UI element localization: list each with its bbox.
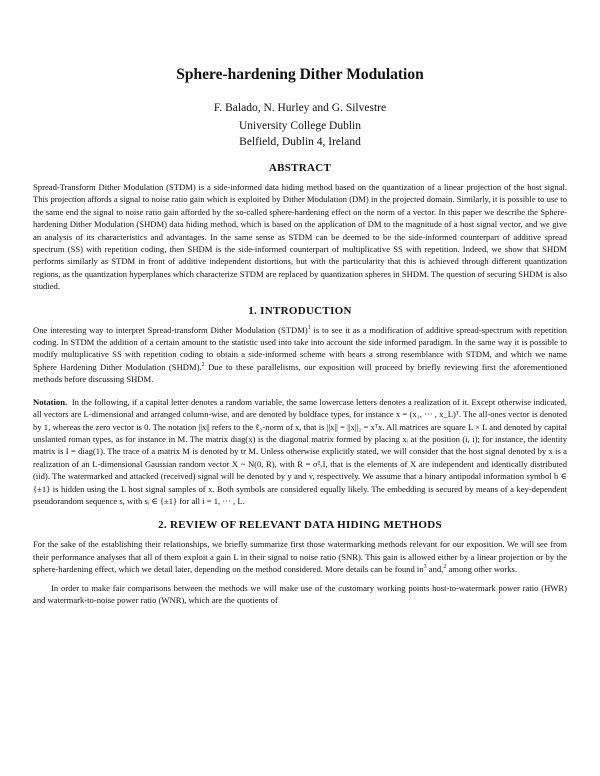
review-text: and, (426, 564, 444, 575)
intro-text: is to see it as a modification of additive spread-spectrum with repetition coding. In STDM the addition of a certain amount to the statistic used into take into account the side informed paradigm. In the same way it is possible to modify multiplicative SS with repetition coding to obtain a side-informed scheme with bears a strong resemblance with STDM, and which we name Sphere Hardening Dither Modulation (SHDM). (33, 324, 567, 372)
affiliation-line: Belfield, Dublin 4, Ireland (239, 136, 361, 148)
intro-paragraph (33, 324, 567, 386)
review-paragraph: In order to make fair comparisons between the methods we will make use of the customary working points host-to-watermark power ratio (HWR) and watermark-to-noise power ratio (WNR), which are the quotients of (33, 582, 567, 605)
notation-paragraph (33, 396, 567, 508)
review-paragraph (33, 538, 567, 575)
citation: 2 (201, 362, 205, 369)
affiliation-line: University College Dublin (238, 120, 361, 132)
section-heading: 1. INTRODUCTION (248, 304, 352, 317)
review-text: among other works. (446, 564, 517, 575)
affiliation (33, 118, 567, 150)
paper-authors: F. Balado, N. Hurley and G. Silvestre (213, 102, 387, 114)
notation-label: Notation. (33, 396, 68, 407)
paper-page (33, 62, 567, 606)
section-heading: 2. REVIEW OF RELEVANT DATA HIDING METHODS (158, 519, 442, 532)
review-text: For the sake of the establishing their relationships, we briefly summarize first those watermarking methods relevant for our exposition. We will see from their performance analyses that all of them exploit a gain L in their signal to noise ratio (SNR). This gain is allowed either by a linear projection or by the sphere-hardening effect, which we detail later, depending on the method considered. More details can be found in (33, 539, 567, 575)
abstract-heading: ABSTRACT (268, 162, 332, 174)
citation: 1 (307, 324, 311, 331)
intro-text: One interesting way to interpret Spread-transform Dither Modulation (STDM) (33, 324, 308, 335)
notation-text: In the following, if a capital letter denotes a random variable, the same lowercase letters denotes a realization of it. Except otherwise indicated, all vectors are L-dimensional and arranged column-wise, and are denoted by boldface types, for instance x = (x₁, ··· , x_L)ᵀ. The all-ones vector is denoted by 1, whereas the zero vector is 0. The notation ||x|| refers to the ℓ₂-norm of x, that is ||x|| = ||x||₂ = xᵀx. All matrices are square L × L and denoted by capital unslanted roman types, as for instance in M. The matrix diag(x) is the diagonal matrix formed by placing xᵢ at the position (i, i); for instance, the identity matrix is I = diag(1). The trace of a matrix M is denoted by tr M. Unless otherwise explicitly stated, we will consider that the host signal denoted by x is a realization of an L-dimensional Gaussian random vector X ~ N(0, R), with R = σ²ₓI, that is the elements of X are independent and identically distributed (iid). The watermarked and attacked (received) signal will be denoted by y and v, respectively. We assume that a binary antipodal information symbol b ∈ {±1} is hidden using the L host signal samples of x. Both symbols are considered equally likely. The embedding is secured by means of a key-dependent pseudorandom sequence s, with sᵢ ∈ {±1} for all i = 1, ··· , L. (33, 396, 567, 506)
citation: 2 (443, 564, 447, 571)
citation: 3 (423, 564, 427, 571)
intro-text: Due to these parallelisms, our exposition will proceed by briefly reviewing first the aforementioned methods before discussing SHDM. (33, 361, 567, 385)
abstract-text: Spread-Transform Dither Modulation (STDM) is a side-informed data hiding method based on the quantization of a linear projection of the host signal. This projection affords a signal to noise ratio gain which is exploited by Dither Modulation (DM) in the projected domain. Similarly, it is possible to use to the same end the signal to noise ratio gain afforded by the so-called sphere-hardening effect on the norm of a vector. In this paper we describe the Sphere-hardening Dither Modulation (SHDM) data hiding method, which is based on the application of DM to the magnitude of a host signal vector, and we give an analysis of its characteristics and advantages. In the same sense as STDM can be deemed to be the side-informed counterpart of additive spread spectrum (SS) with repetition coding, then SHDM is the side-informed counterpart of multiplicative SS with repetition. Indeed, we show that SHDM performs similarly as STDM in front of additive independent distortions, but with the particularity that this is achieved through different quantization regions, as the quantization hyperplanes which characterize STDM are replaced by quantization spheres in SHDM. The question of securing SHDM is also studied. (33, 182, 567, 292)
paper-title: Sphere-hardening Dither Modulation (176, 66, 424, 83)
